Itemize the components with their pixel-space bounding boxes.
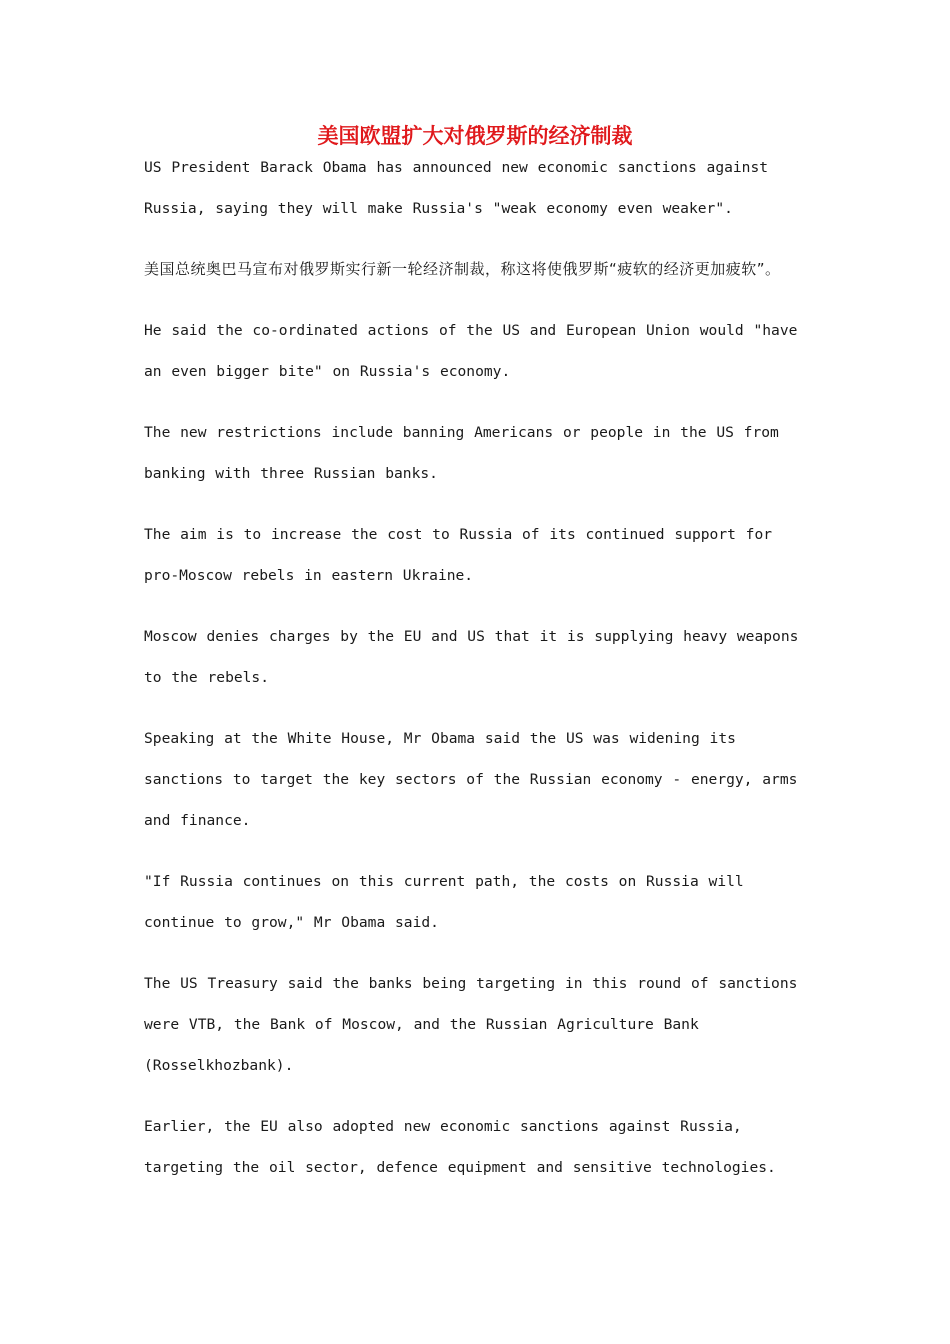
document-title: 美国欧盟扩大对俄罗斯的经济制裁 <box>317 124 633 148</box>
paragraph-4: The new restrictions include banning Americans or people in the US from banking with three Russian banks. <box>144 424 779 482</box>
document-body <box>144 147 810 1208</box>
paragraph-8: "If Russia continues on this current path, the costs on Russia will continue to grow," Mr Obama said. <box>144 873 744 931</box>
paragraph-9: The US Treasury said the banks being targeting in this round of sanctions were VTB, the Bank of Moscow, and the Russian Agriculture Bank (Rosselkhozbank). <box>144 975 798 1074</box>
paragraph-6: Moscow denies charges by the EU and US that it is supplying heavy weapons to the rebels. <box>144 628 799 686</box>
paragraph-2-chinese: 美国总统奥巴马宣布对俄罗斯实行新一轮经济制裁，称这将使俄罗斯“疲软的经济更加疲软”。 <box>144 260 781 278</box>
paragraph-3: He said the co-ordinated actions of the US and European Union would "have an even bigger bite" on Russia's economy. <box>144 322 798 380</box>
paragraph-5: The aim is to increase the cost to Russia of its continued support for pro-Moscow rebels in eastern Ukraine. <box>144 526 773 584</box>
paragraph-10: Earlier, the EU also adopted new economic sanctions against Russia, targeting the oil sector, defence equipment and sensitive technologies. <box>144 1118 776 1176</box>
paragraph-7: Speaking at the White House, Mr Obama said the US was widening its sanctions to target the key sectors of the Russian economy - energy, arms and finance. <box>144 730 798 829</box>
paragraph-1: US President Barack Obama has announced new economic sanctions against Russia, saying they will make Russia's "weak economy even weaker". <box>144 159 769 217</box>
